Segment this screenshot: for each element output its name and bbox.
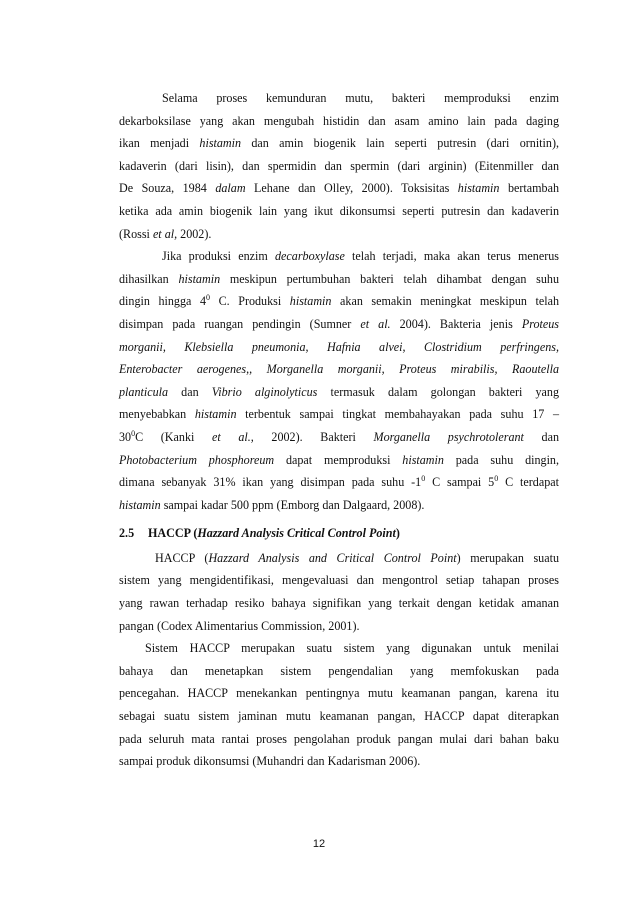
text-line: yang rawan terhadap resiko bahaya signifikan yang terkait dengan ketidak amanan — [119, 596, 559, 611]
paragraph-haccp-system — [119, 637, 559, 773]
text-line: menyebabkan histamin terbentuk sampai tingkat membahayakan pada suhu 17 – — [119, 407, 559, 422]
text-line: dingin hingga $4^0$ C. Produksi histamin akan semakin meningkat meskipun telah — [119, 293, 559, 309]
page-number: 12 — [312, 838, 326, 850]
text-line: sebagai suatu sistem jaminan mutu keamanan pangan, HACCP dapat diterapkan — [119, 709, 559, 724]
text-line: sistem yang mengidentifikasi, mengevaluasi dan mengontrol setiap tahapan proses — [119, 573, 559, 588]
section-title: HACCP (Hazzard Analysis Critical Control Point) — [148, 526, 400, 541]
text-line: histamin sampai kadar 500 ppm (Emborg dan Dalgaard, 2008). — [119, 497, 425, 512]
text-line: pangan (Codex Alimentarius Commission, 2001). — [119, 618, 360, 633]
text-line: Jika produksi enzim decarboxylase telah terjadi, maka akan terus menerus — [162, 249, 559, 264]
section-number: 2.5 — [119, 526, 135, 541]
text-line: dihasilkan histamin meskipun pertumbuhan bakteri telah dihambat dengan suhu — [119, 271, 559, 286]
text-line: $30^0C$ (Kanki et al., 2002). Bakteri Morganella psychrotolerant dan — [119, 428, 560, 444]
text-line: pencegahan. HACCP menekankan pentingnya mutu keamanan pangan, karena itu — [119, 686, 559, 701]
text-line: Photobacterium phosphoreum dapat memproduksi histamin pada suhu dingin, — [119, 452, 559, 467]
text-line: pada seluruh mata rantai proses pengolahan produk pangan mulai dari bahan baku — [119, 731, 559, 746]
body-text — [119, 87, 559, 773]
text-line: dimana sebanyak 31% ikan yang disimpan pada suhu $-1^0$ C sampai $5^0$ C terdapat — [119, 474, 560, 490]
text-line: ikan menjadi histamin dan amin biogenik lain seperti putresin (dari ornitin), — [119, 136, 559, 151]
text-line: bahaya dan menetapkan sistem pengendalian yang memfokuskan pada — [119, 663, 559, 678]
paragraph-haccp-definition — [119, 547, 559, 637]
text-line: Selama proses kemunduran mutu, bakteri memproduksi enzim — [162, 91, 559, 105]
text-line: De Souza, 1984 dalam Lehane dan Olley, 2000). Toksisitas histamin bertambah — [119, 181, 559, 196]
text-line: sampai produk dikonsumsi (Muhandri dan Kadarisman 2006). — [119, 754, 421, 769]
text-line: planticula dan Vibrio alginolyticus termasuk dalam golongan bakteri yang — [119, 384, 559, 399]
text-line: (Rossi et al, 2002). — [119, 226, 212, 241]
text-line: kadaverin (dari lisin), dan spermidin dan spermin (dari arginin) (Eitenmiller dan — [119, 158, 559, 173]
section-heading — [119, 522, 559, 545]
text-line: ketika ada amin biogenik lain yang ikut dikonsumsi seperti putresin dan kadaverin — [119, 203, 559, 218]
paragraph-histamine-bacteria — [119, 245, 559, 516]
paragraph-enzyme-production — [119, 87, 559, 245]
text-line: disimpan pada ruangan pendingin (Sumner et al. 2004). Bakteria jenis Proteus — [119, 316, 560, 331]
text-line: Enterobacter aerogenes,, Morganella morganii, Proteus mirabilis, Raoutella — [119, 362, 559, 377]
text-line: Sistem HACCP merupakan suatu sistem yang digunakan untuk menilai — [145, 641, 559, 656]
text-line: HACCP (Hazzard Analysis and Critical Control Point) merupakan suatu — [155, 550, 559, 565]
text-line: morganii, Klebsiella pneumonia, Hafnia alvei, Clostridium perfringens, — [119, 339, 559, 354]
text-line: dekarboksilase yang akan mengubah histidin dan asam amino lain pada daging — [119, 113, 559, 128]
